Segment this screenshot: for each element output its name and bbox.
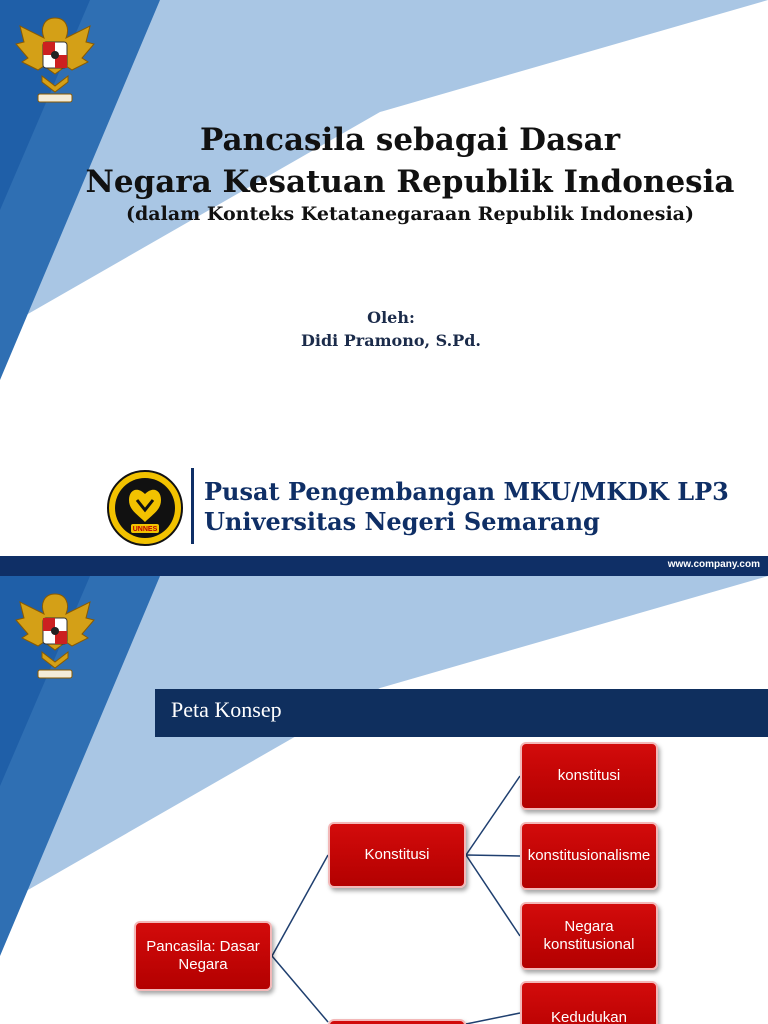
connector-konstitusi-1 xyxy=(466,776,520,855)
author-name: Didi Pramono, S.Pd. xyxy=(300,331,481,350)
connector-root-lower xyxy=(272,956,328,1022)
node-kedudukan: Kedudukan xyxy=(520,981,658,1024)
divider-bar xyxy=(191,468,194,544)
title-line-1: Pancasila sebagai Dasar xyxy=(199,122,621,158)
author-label: Oleh: xyxy=(367,308,415,327)
node-konstitusionalisme: konstitusionalisme xyxy=(520,822,658,890)
institution-line-1: Pusat Pengembangan MKU/MKDK LP3 xyxy=(204,477,729,506)
footer-bar xyxy=(0,556,768,576)
node-pancasila-dasar-negara: Pancasila: Dasar Negara xyxy=(134,921,272,991)
unnes-logo-icon xyxy=(107,470,183,546)
connector-root-konstitusi xyxy=(272,855,328,956)
svg-text:UNNES: UNNES xyxy=(132,526,158,533)
title-line-2: Negara Kesatuan Republik Indonesia xyxy=(85,164,735,200)
node-negara-konstitusional: Negara konstitusional xyxy=(520,902,658,970)
title-line-3: (dalam Konteks Ketatanegaraan Republik Indonesia) xyxy=(126,203,694,225)
institution-line-2: Universitas Negeri Semarang xyxy=(204,507,600,536)
section-header-title: Peta Konsep xyxy=(171,697,282,722)
node-konstitusi: konstitusi xyxy=(520,742,658,810)
node-konstitusi-parent: Konstitusi xyxy=(328,822,466,888)
concept-map-slide xyxy=(0,576,768,1024)
connector-kedudukan xyxy=(466,1013,520,1024)
footer-url: www.company.com xyxy=(667,559,760,570)
node-lower-parent xyxy=(328,1019,466,1024)
garuda-emblem-icon xyxy=(14,8,96,108)
connector-konstitusi-3 xyxy=(466,855,520,936)
connector-konstitusi-2 xyxy=(466,855,520,856)
